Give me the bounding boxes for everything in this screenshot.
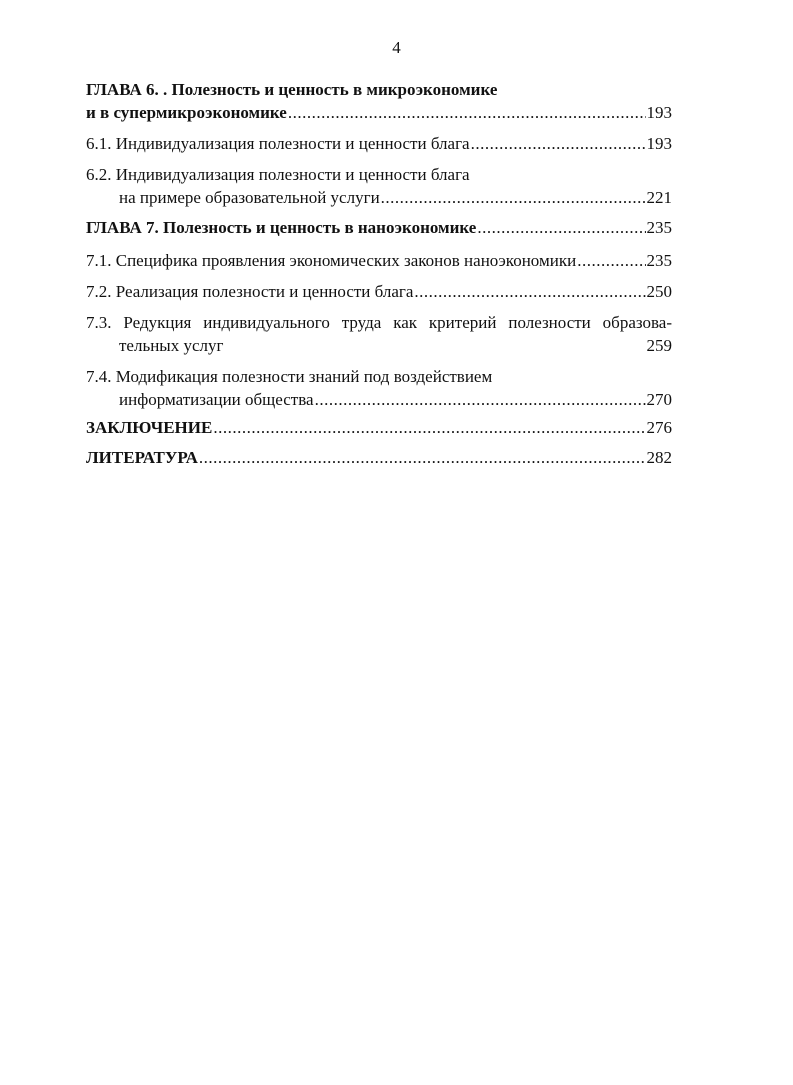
toc-entry-title: 7.1. Специфика проявления экономических законов наноэкономики [86, 251, 577, 270]
toc-entry-title: 7.4. Модификация полезности знаний под воздействием [86, 367, 493, 386]
toc-entry-title-cont: информатизации общества [119, 390, 314, 409]
toc-page-number: 221 [646, 188, 672, 207]
toc-entry-chapter-7 [86, 216, 672, 239]
table-of-contents [86, 78, 672, 469]
toc-entry-section-7-4 [86, 365, 672, 411]
toc-entry-title: ЗАКЛЮЧЕНИЕ [86, 418, 213, 437]
toc-entry-title: 7.2. Реализация полезности и ценности блага [86, 282, 414, 301]
toc-page-number: 193 [646, 103, 672, 122]
toc-entry-title: ГЛАВА 7. Полезность и ценность в наноэкономике [86, 218, 477, 237]
toc-entry-title: 6.1. Индивидуализация полезности и ценности блага [86, 134, 470, 153]
toc-entry-section-6-1 [86, 132, 672, 155]
toc-page-number: 282 [646, 448, 672, 467]
toc-entry-title-cont: на примере образовательной услуги [119, 188, 380, 207]
toc-page-number: 193 [646, 134, 672, 153]
dot-leader [199, 446, 646, 469]
toc-page-number: 270 [646, 390, 672, 409]
toc-entry-title: ГЛАВА 6. . Полезность и ценность в микроэкономике [86, 80, 498, 99]
dot-leader [414, 280, 645, 303]
toc-page-number: 259 [646, 336, 672, 355]
dot-leader [315, 388, 646, 411]
toc-page-number: 250 [646, 282, 672, 301]
toc-entry-title-cont: тельных услуг [119, 336, 224, 355]
page-number: 4 [392, 38, 401, 57]
toc-entry-title: 7.3. Редукция индивидуального труда как критерий полезности образова- [86, 313, 672, 332]
dot-leader [288, 101, 646, 124]
dot-leader [381, 186, 646, 209]
toc-entry-conclusion [86, 416, 672, 439]
toc-entry-section-7-1 [86, 249, 672, 272]
toc-entry-section-7-3 [86, 311, 672, 357]
toc-page-number: 235 [646, 218, 672, 237]
toc-entry-literature [86, 446, 672, 469]
toc-entry-section-6-2 [86, 163, 672, 209]
toc-entry-title: 6.2. Индивидуализация полезности и ценности блага [86, 165, 470, 184]
toc-entry-title: ЛИТЕРАТУРА [86, 448, 198, 467]
toc-page-number: 235 [646, 251, 672, 270]
toc-entry-chapter-6 [86, 78, 672, 124]
dot-leader [471, 132, 646, 155]
dot-leader [213, 416, 645, 439]
toc-entry-title-cont: и в супермикроэкономике [86, 103, 287, 122]
dot-leader [577, 249, 645, 272]
toc-entry-section-7-2 [86, 280, 672, 303]
dot-leader [477, 216, 645, 239]
toc-page-number: 276 [646, 418, 672, 437]
